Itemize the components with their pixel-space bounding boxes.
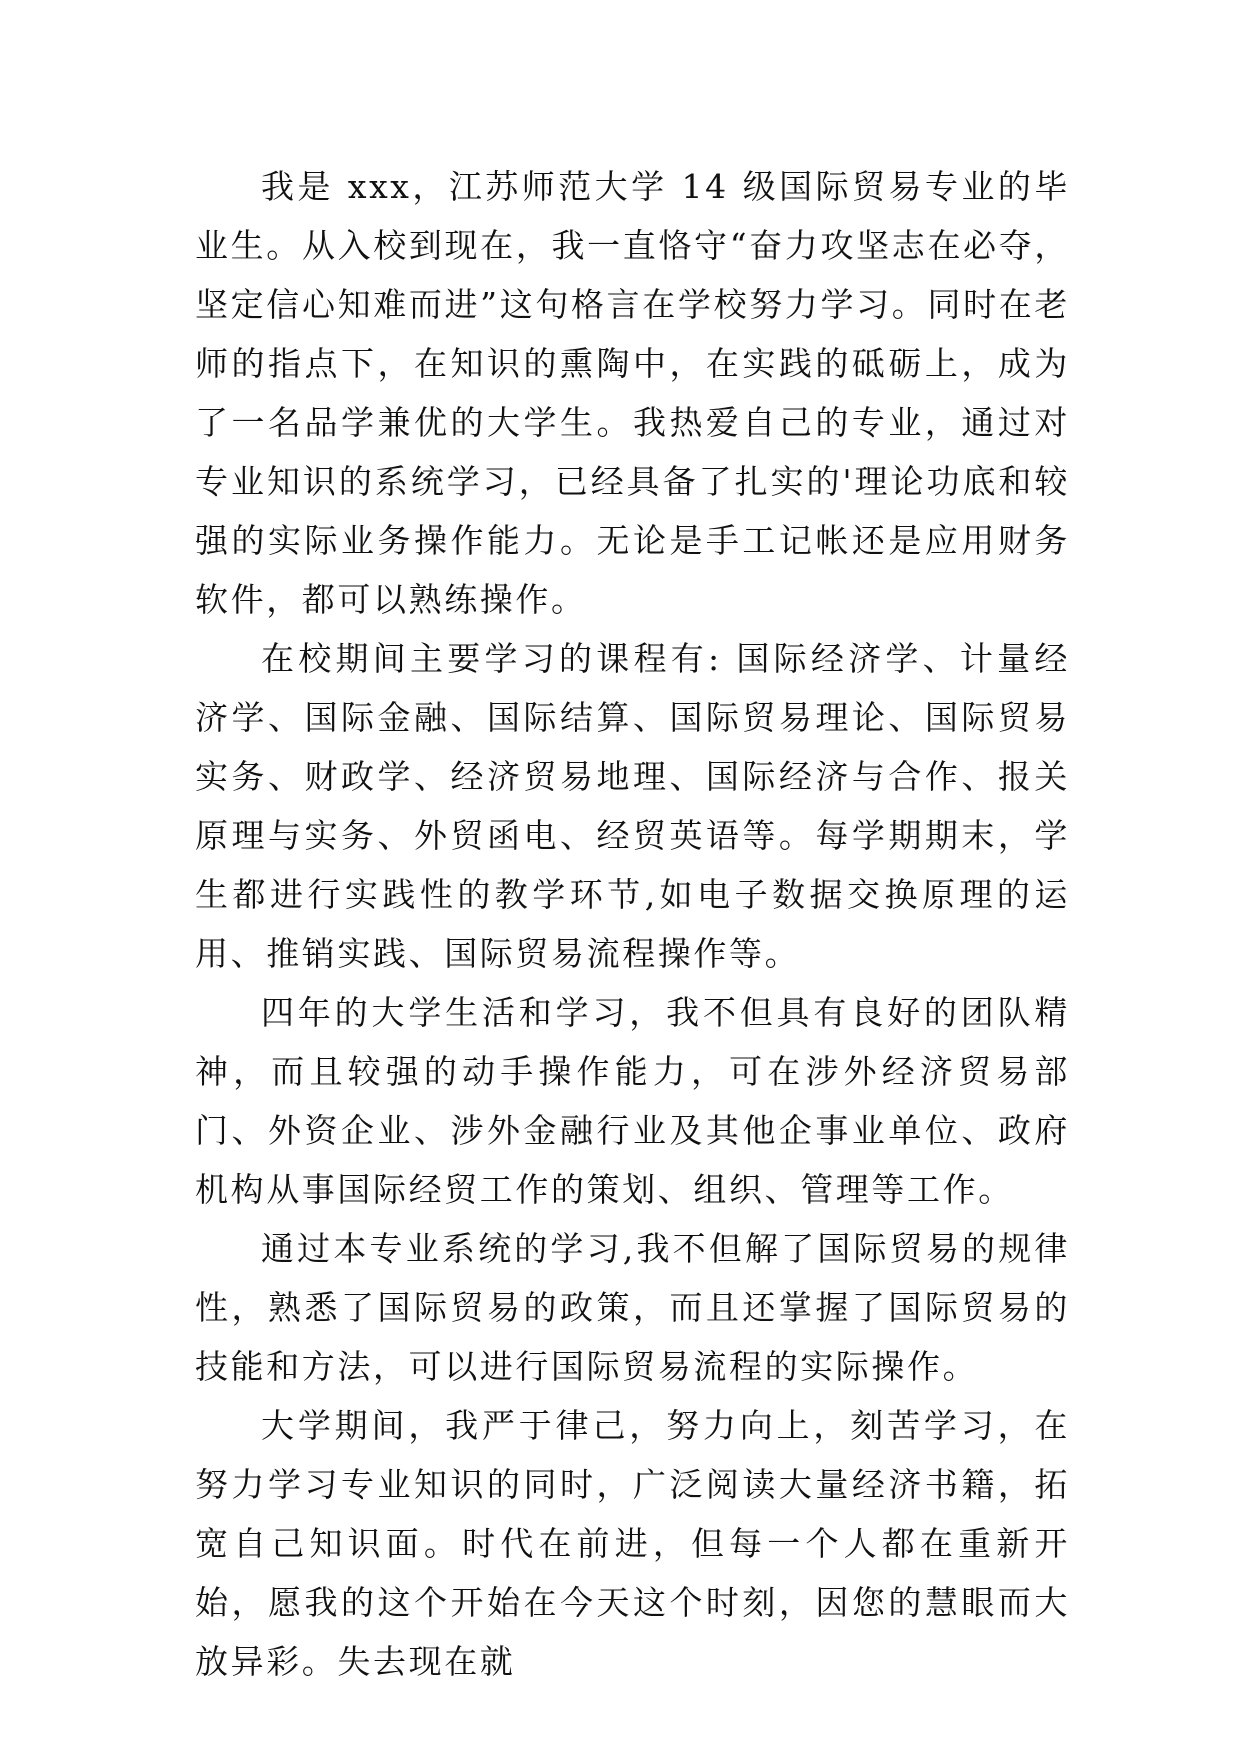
paragraph-1: 我是 xxx，江苏师范大学 14 级国际贸易专业的毕业生。从入校到现在，我一直恪守“奋力攻坚志在必夺，坚定信心知难而进”这句格言在学校努力学习。同时在老师的指点下，在知识的熏陶中，在实践的砥砺上，成为了一名品学兼优的大学生。我热爱自己的专业，通过对专业知识的系统学习，已经具备了扎实的'理论功底和较强的实际业务操作能力。无论是手工记帐还是应用财务软件，都可以熟练操作。 xyxy=(195,167,1070,619)
paragraph-2: 在校期间主要学习的课程有: 国际经济学、计量经济学、国际金融、国际结算、国际贸易理论、国际贸易实务、财政学、经济贸易地理、国际经济与合作、报关原理与实务、外贸函电、经贸英语等。每学期期末，学生都进行实践性的教学环节,如电子数据交换原理的运用、推销实践、国际贸易流程操作等。 xyxy=(195,639,1070,973)
document-body xyxy=(195,157,1070,1691)
paragraph-5: 大学期间，我严于律己，努力向上，刻苦学习，在努力学习专业知识的同时，广泛阅读大量经济书籍，拓宽自己知识面。时代在前进，但每一个人都在重新开始，愿我的这个开始在今天这个时刻，因您的慧眼而大放异彩。失去现在就 xyxy=(195,1406,1070,1681)
paragraph-3: 四年的大学生活和学习，我不但具有良好的团队精神，而且较强的动手操作能力，可在涉外经济贸易部门、外资企业、涉外金融行业及其他企事业单位、政府机构从事国际经贸工作的策划、组织、管理等工作。 xyxy=(195,993,1070,1209)
paragraph-4: 通过本专业系统的学习,我不但解了国际贸易的规律性，熟悉了国际贸易的政策，而且还掌握了国际贸易的技能和方法，可以进行国际贸易流程的实际操作。 xyxy=(195,1229,1070,1386)
